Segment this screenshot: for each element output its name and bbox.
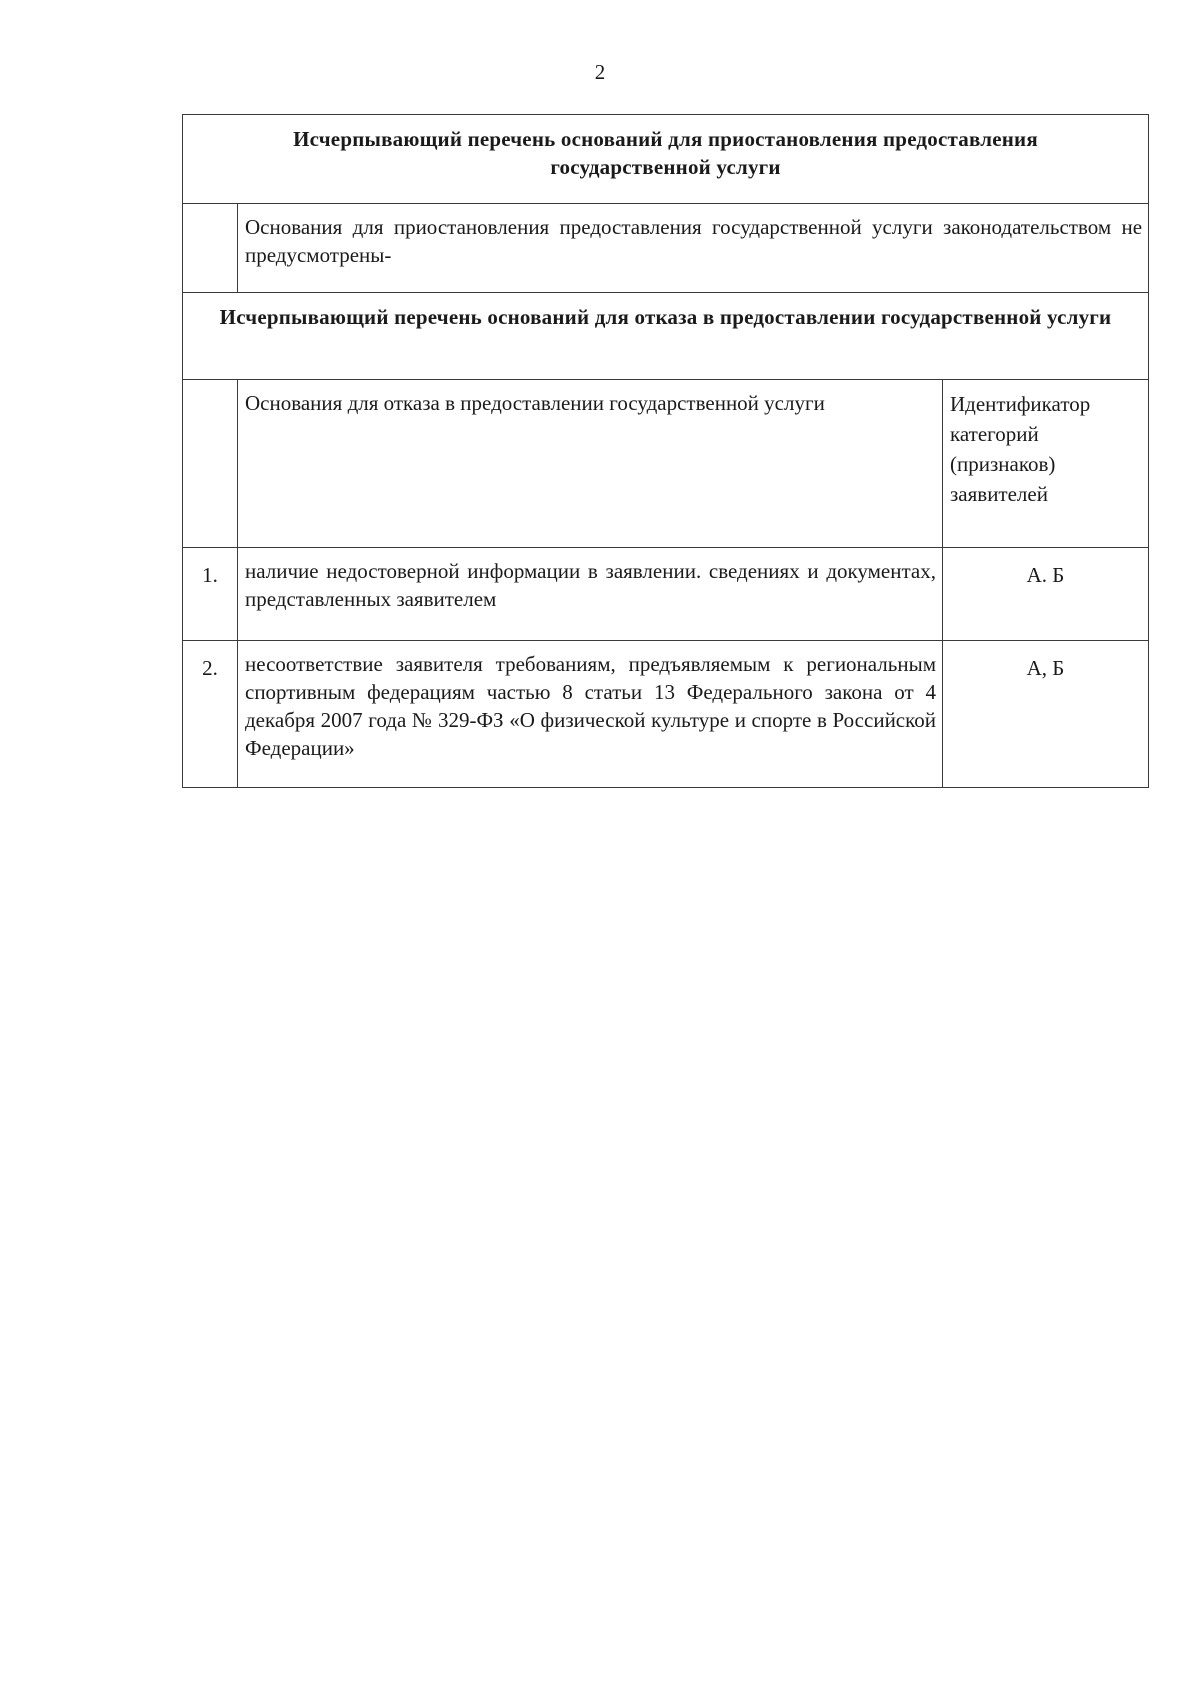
suspension-heading-row [183,115,1149,204]
grounds-column-header: Основания для отказа в предоставлении государственной услуги [238,380,943,548]
refusal-column-headers-row [183,380,1149,548]
grounds-table [182,114,1149,788]
suspension-text-row [183,204,1149,293]
table-row [183,641,1149,788]
page-number: 2 [594,60,606,84]
refusal-heading: Исчерпывающий перечень оснований для отказа в предоставлении государственной услуги [183,293,1149,380]
suspension-heading: Исчерпывающий перечень оснований для приостановления предоставления государственной услуги [183,115,1149,204]
refusal-heading-row [183,293,1149,380]
row-number: 1. [183,548,238,641]
row-grounds: несоответствие заявителя требованиям, предъявляемым к региональным спортивным федерациям частью 8 статьи 13 Федерального закона от 4 декабря 2007 года № 329-ФЗ «О физической культуре и спорте в Российской Федерации» [238,641,943,788]
empty-number-cell [183,204,238,293]
row-identifier: А, Б [943,641,1149,788]
identifier-column-header: Идентификатор категорий (признаков) заявителей [943,380,1149,548]
row-identifier: А. Б [943,548,1149,641]
suspension-text: Основания для приостановления предоставления государственной услуги законодательством не предусмотрены- [238,204,1149,293]
row-number: 2. [183,641,238,788]
table-row [183,548,1149,641]
row-grounds: наличие недостоверной информации в заявлении. сведениях и документах, представленных заявителем [238,548,943,641]
empty-number-cell [183,380,238,548]
